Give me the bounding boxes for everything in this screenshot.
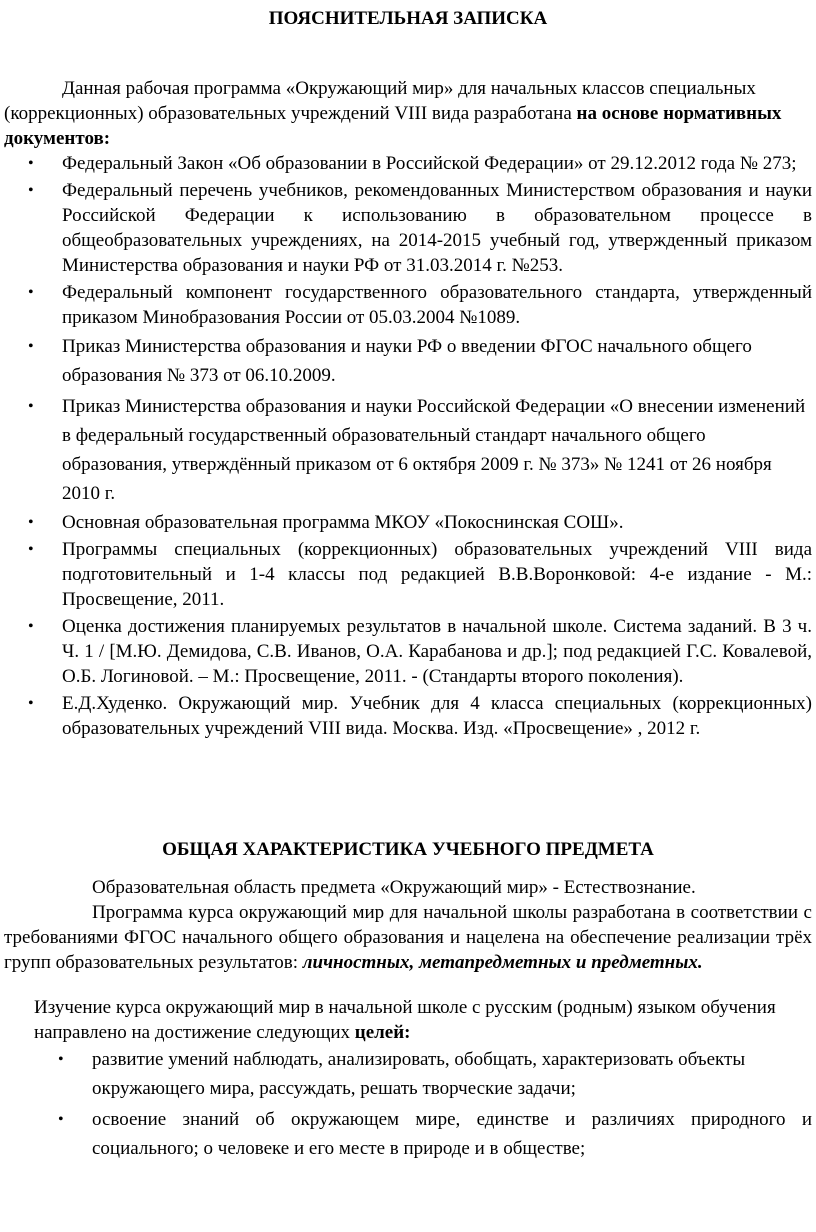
list-item: • Приказ Министерства образования и науки Российской Федерации «О внесении изменений в федеральный государственный образовательный стандарт начального общего образования, утверждённый приказом от 6 октября 2009 г. № 373» № 1241 от 26 ноября 2010 г. xyxy=(4,392,812,510)
area-paragraph: Образовательная область предмета «Окружающий мир» - Естествознание. xyxy=(92,877,696,898)
list-item: • Основная образовательная программа МКОУ «Покоснинская СОШ». xyxy=(4,510,812,537)
study-goals-label: целей: xyxy=(354,1022,411,1043)
intro-paragraph xyxy=(4,76,812,151)
spacer xyxy=(4,743,812,835)
list-item: • Федеральный компонент государственного образовательного стандарта, утвержденный приказом Минобразования России от 05.03.2004 №1089. xyxy=(4,280,812,332)
list-item: • Оценка достижения планируемых результатов в начальной школе. Система заданий. В 3 ч. Ч. 1 / [М.Ю. Демидова, С.В. Иванов, О.А. Карабанова и др.]; под редакцией Г.С. Ковалевой, О.Б. Логиновой. – М.: Просвещение, 2011. - (Стандарты второго поколения). xyxy=(4,614,812,691)
intro-bold: на основе нормативных документов: xyxy=(4,103,782,149)
section-title: ОБЩАЯ ХАРАКТЕРИСТИКА УЧЕБНОГО ПРЕДМЕТА xyxy=(162,839,654,860)
documents-list xyxy=(4,151,812,743)
list-item: • развитие умений наблюдать, анализировать, обобщать, характеризовать объекты окружающего мира, рассуждать, решать творческие задачи; xyxy=(4,1045,812,1105)
spacer xyxy=(4,975,812,995)
intro-text: Данная рабочая программа «Окружающий мир» для начальных классов специальных (коррекционных) образовательных учреждений VIII вида разработана xyxy=(4,78,756,124)
list-item: • Федеральный Закон «Об образовании в Российской Федерации» от 29.12.2012 года № 273; xyxy=(4,151,812,178)
program-results: личностных, метапредметных и предметных. xyxy=(302,952,703,973)
list-item: • Программы специальных (коррекционных) образовательных учреждений VIII вида подготовительный и 1-4 классы под редакцией В.В.Воронковой: 4-е издание - М.: Просвещение, 2011. xyxy=(4,537,812,614)
list-item: • освоение знаний об окружающем мире, единстве и различиях природного и социального; о человеке и его месте в природе и в обществе; xyxy=(4,1105,812,1165)
document-title: ПОЯСНИТЕЛЬНАЯ ЗАПИСКА xyxy=(268,8,548,29)
program-text: Программа курса окружающий мир для начальной школы разработана в соответствии с требованиями ФГОС начального общего образования и нацелена на обеспечение реализации трёх групп образовательных результатов: xyxy=(4,902,812,973)
list-item: • Е.Д.Худенко. Окружающий мир. Учебник для 4 класса специальных (коррекционных) образовательных учреждений VIII вида. Москва. Изд. «Просвещение» , 2012 г. xyxy=(4,691,812,743)
study-paragraph xyxy=(4,995,812,1045)
list-item: • Приказ Министерства образования и науки РФ о введении ФГОС начального общего образования № 373 от 06.10.2009. xyxy=(4,332,812,392)
goals-list xyxy=(4,1045,812,1165)
list-item: • Федеральный перечень учебников, рекомендованных Министерством образования и науки Российской Федерации к использованию в образовательном процессе в общеобразовательных учреждениях, на 2014-2015 учебный год, утвержденный приказом Министерства образования и науки РФ от 31.03.2014 г. №253. xyxy=(4,178,812,280)
program-paragraph xyxy=(4,900,812,975)
study-text: Изучение курса окружающий мир в начальной школе с русским (родным) языком обучения направлено на достижение следующих xyxy=(34,997,776,1043)
